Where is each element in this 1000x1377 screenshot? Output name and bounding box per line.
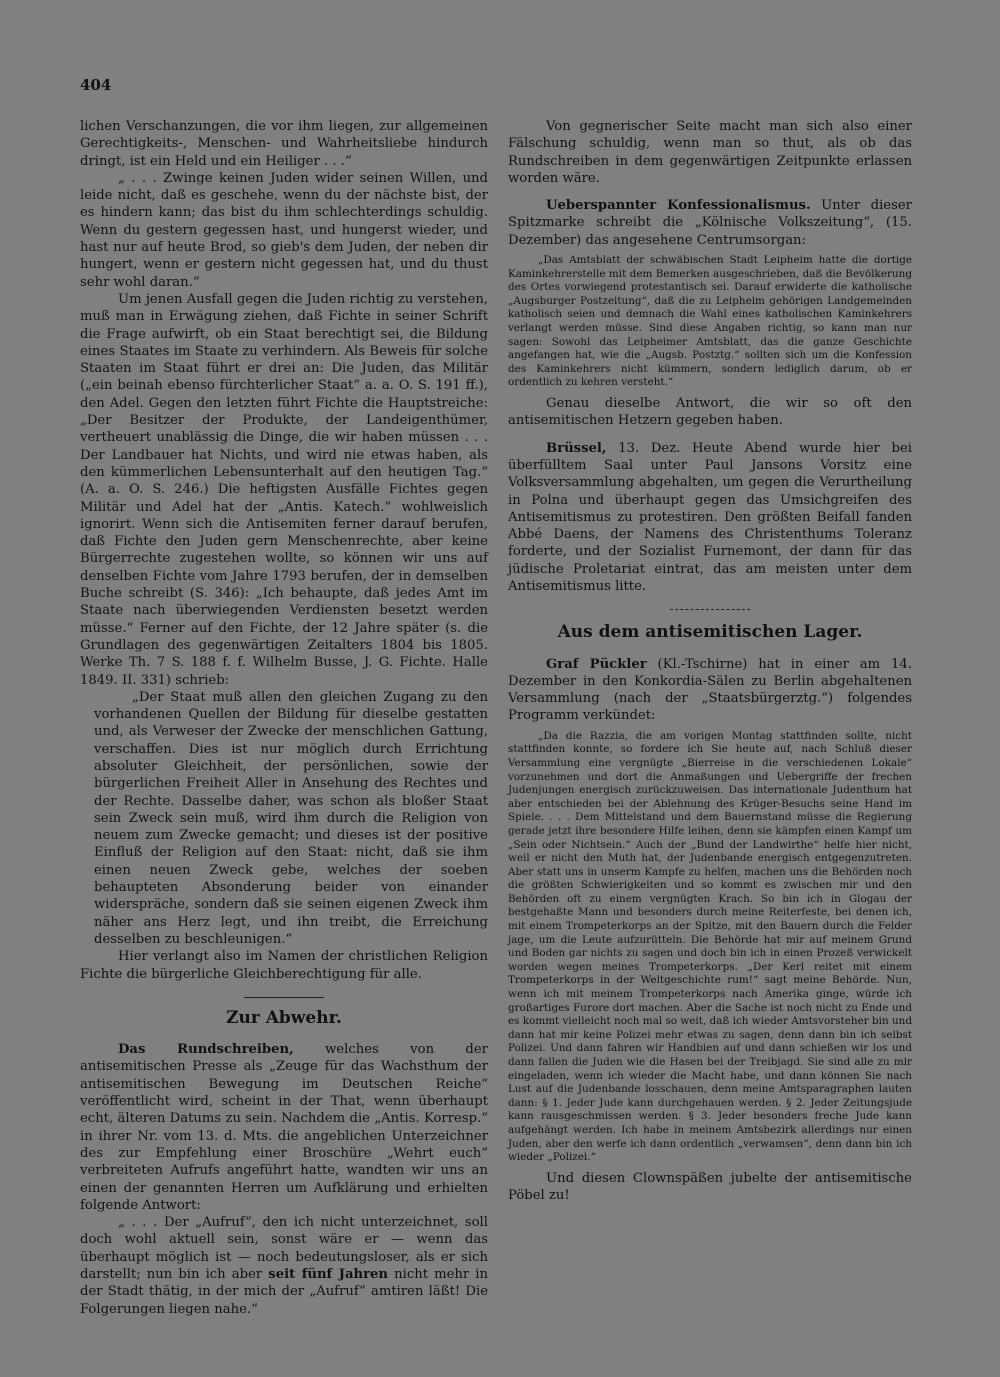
separator-rule	[670, 609, 750, 610]
small-print-quote	[508, 254, 912, 390]
quote-text: „Da die Razzia, die am vorigen Montag stattfinden sollte, nicht stattfinden konnte, so fordere ich Sie heute auf, nach Schluß dieser Versammlung eine vergnügte „Bierreise in die verschiedenen Lokale“ vorzunehmen und dort die Anmaßungen und Uebergriffe der frechen Judenjungen energisch zurückzuweisen. Das internationale Judenthum hat aber entschieden bei der Ablehnung des Krüger-Besuchs seine Hand im Spiele. . . . Dem Mittelstand und dem Bauernstand müsse die Regierung gerade jetzt ihre besondere Hilfe leihen, denn sie kämpfen einen Kampf um „Sein oder Nichtsein.“ Auch der „Bund der Landwirthe“ helfe hier nicht, weil er nicht den Muth hat, der Judenbande energisch entgegenzutreten. Aber statt uns in unserm Kampfe zu helfen, machen uns die Behörden noch die größten Schwierigkeiten und so kommt es zwischen mir und den Behörden oft zu einem vergnügten Krach. So bin ich in Glogau der bestgehaßte Mann und besonders durch meine Reiterfeste, bei denen ich, mit einem Trompeterkorps an der Spitze, mit den Bauern durch die Felder jage, um die Leute aufzurütteln. Die Behörde hat mir auf meinem Grund und Boden gar nichts zu sagen und doch bin ich in einen Prozeß verwickelt worden wegen meines Trompeterkorps. „Der Kerl reitet mit einem Trompeterkorps in der Weltgeschichte rum!“ sagt meine Behörde. Nun, wenn ich mit meinem Trompeterkorps nach Amerika ginge, würde ich großartiges Furore dort machen. Aber die Sache ist noch nicht zu Ende und es kommt vielleicht noch mal so weit, daß ich wieder Amtsvorsteher bin und dann hat mir keine Polizei mehr etwas zu sagen, denn dann bin ich selbst Polizei. Und dann fahren wir Handbien auf und dann schießen wir los und dann fallen die Juden wie die Hasen bei der Treibjagd. Sie sind alle zu mir eingeladen, wenn ich wieder die Macht habe, und dann können Sie nach Lust auf die Judenbande losschauen, denn meine Amtsparagraphen lauten dann: § 1. Jeder Jude kann durchgehauen werden. § 2. Jeder Zeitungsjude kann rausgeschmissen werden. § 3. Jeder besonders freche Jude kann aufgehängt werden. Ich habe in meinem Amtsbezirk allerdings nur einen Juden, aber den werfe ich dann ordentlich „verwamsen“, denn dann bin ich wieder „Polizei.“	[508, 729, 912, 1164]
page-number: 404	[80, 76, 112, 94]
paragraph-text: 13. Dez. Heute Abend wurde hier bei überfülltem Saal unter Paul Jansons Vorsitz eine Volksversammlung abgehalten, um gegen die Verurtheilung in Polna und überhaupt gegen das Umsichgreifen des Antisemitismus zu protestiren. Den größten Beifall fanden Abbé Daens, der Namens des Christenthums Toleranz forderte, und der Sozialist Furnemont, der dann für das jüdische Proletariat eintrat, das am meisten unter dem Antisemitismus litte.	[508, 440, 912, 594]
paragraph	[508, 656, 912, 725]
lead-heading: Brüssel,	[546, 440, 607, 456]
separator-rule	[244, 997, 324, 998]
emphasis-text: seit fünf Jahren	[268, 1267, 389, 1282]
small-print-quote	[508, 730, 912, 1165]
section-title: Aus dem antisemitischen Lager.	[557, 622, 863, 643]
paragraph: Genau dieselbe Antwort, die wir so oft den antisemitischen Hetzern gegeben haben.	[508, 396, 912, 429]
paragraph	[508, 440, 912, 596]
left-column	[80, 118, 488, 1318]
paragraph: lichen Verschanzungen, die vor ihm liegen, zur allgemeinen Gerechtigkeits-, Menschen- und Wahrheitsliebe hindurch dringt, ist ein Held und ein Heiliger . . .“	[80, 119, 488, 169]
lead-heading: Ueberspannter Konfessionalismus.	[546, 198, 811, 214]
paragraph-text: welches von der antisemitischen Presse als „Zeuge für das Wachsthum der antisemitischen Bewegung im Deutschen Reiche“ veröffentlicht wird, scheint in der That, wenn überhaupt echt, älteren Datums zu sein. Nachdem die „Antis. Korresp.“ in ihrer Nr. vom 13. d. Mts. die angeblichen Unterzeichner des zur Empfehlung einer Broschüre „Wehrt euch“ verbreiteten Aufrufs angeführt hatte, wandten wir uns an einen der genannten Herren um Aufklärung und erhielten folgende Antwort:	[80, 1042, 488, 1213]
paragraph-text: Unter dieser Spitzmarke schreibt die „Kölnische Volkszeitung“, (15. Dezember) das angesehene Centrumsorgan:	[508, 198, 912, 248]
paragraph-text: nicht mehr in der Stadt thätig, in der mich der „Aufruf“ amtiren läßt! Die Folgerungen liegen nahe.“	[80, 1267, 489, 1317]
lead-heading: Graf Pückler	[546, 656, 647, 672]
paragraph	[80, 1041, 488, 1214]
right-column	[508, 118, 912, 1204]
quote-paragraph: „ . . . Zwinge keinen Juden wider seinen Willen, und leide nicht, daß es geschehe, wenn du der nächste bist, der es hindern kann; das bist du ihm schlechterdings schuldig. Wenn du gestern gegessen hast, und hungerst wieder, und hast nur auf heute Brod, so gieb's dem Juden, der neben dir hungert, wenn er gestern nicht gegessen hat, und du thust sehr wohl daran.“	[80, 170, 488, 290]
lead-heading: Das Rundschreiben,	[118, 1042, 294, 1058]
quote-paragraph	[80, 1214, 488, 1318]
paragraph: Von gegnerischer Seite macht man sich also einer Fälschung schuldig, wenn man so thut, als ob das Rundschreiben in dem gegenwärtigen Zeitpunkte erlassen worden wäre.	[508, 119, 912, 186]
section-title: Zur Abwehr.	[226, 1007, 342, 1028]
paragraph: Hier verlangt also im Namen der christlichen Religion Fichte die bürgerliche Gleichberechtigung für alle.	[80, 949, 488, 982]
paragraph: Und diesen Clownspäßen jubelte der antisemitische Pöbel zu!	[508, 1170, 912, 1204]
paragraph	[508, 197, 912, 249]
paragraph-text: „ . . . Der „Aufruf“, den ich nicht unterzeichnet, soll doch wohl aktuell sein, sonst wäre er — wenn das überhaupt möglich ist — noch bedeutungsloser, als er sich darstellt; nun bin ich aber	[80, 1215, 488, 1282]
paragraph-text: (Kl.-Tschirne) hat in einer am 14. Dezember in den Konkordia-Sälen zu Berlin abgehaltenen Versammlung (nach der „Staatsbürgerztg.“) folgendes Programm verkündet:	[508, 656, 912, 724]
quote-text: „Das Amtsblatt der schwäbischen Stadt Leipheim hatte die dortige Kaminkehrerstelle mit dem Bemerken ausgeschrieben, daß die Bevölkerung des Ortes vorwiegend protestantisch sei. Darauf erwiderte die katholische „Augsburger Postzeitung“, daß die zu Leipheim gehörigen Landgemeinden katholisch seien und demnach die Wahl eines katholischen Kaminkehrers verlangt werden müsse. Sind diese Angaben richtig, so kann man nur sagen: Sowohl das Leipheimer Amtsblatt, das die ganze Geschichte angefangen hat, wie die „Augsb. Postztg.“ sollten sich um die Konfession des Kaminkehrers nicht kümmern, sondern lediglich darum, ob er ordentlich zu kehren versteht.“	[508, 254, 912, 389]
quote-paragraph: „Der Staat muß allen den gleichen Zugang zu den vorhandenen Quellen der Bildung für dieselbe gestatten und, als Verweser der Zwecke der menschlichen Gattung, verschaffen. Dies ist nur möglich durch Errichtung absoluter Gleichheit, der persönlichen, sowie der bürgerlichen Freiheit Aller in Ansehung des Rechtes und der Rechte. Dasselbe daher, was schon als bloßer Staat sein Zweck sein muß, wird ihm durch die Religion von neuem zum Zwecke gemacht; und dieses ist der positive Einfluß der Religion auf den Staat: nicht, daß sie ihm einen neuen Zweck gebe, welches der soeben behaupteten Absonderung beider von einander widerspräche, sondern daß sie seinen eigenen Zweck ihm näher ans Herz legt, und ihn treibt, die Erreichung desselben zu beschleunigen.“	[94, 689, 488, 947]
paragraph: Um jenen Ausfall gegen die Juden richtig zu verstehen, muß man in Erwägung ziehen, daß Fichte in seiner Schrift die Frage aufwirft, ob ein Staat berechtigt sei, die Bildung eines Staates im Staate zu verhindern. Als Beweis für solche Staaten im Staat führt er drei an: Die Juden, das Militär („ein beinah ebenso fürchterlicher Staat“ a. a. O. S. 191 ff.), den Adel. Gegen den letzten führt Fichte die Hauptstreiche: „Der Besitzer der Produkte, der Landeigenthümer, vertheuert unablässig die Dinge, die wir haben müssen . . . Der Landbauer hat Nichts, und wird nie etwas haben, als den kümmerlichen Lebensunterhalt auf den heutigen Tag.“ (A. a. O. S. 246.) Die heftigsten Ausfälle Fichtes gegen Militär und Adel hat der „Antis. Katech.“ wohlweislich ignorirt. Wenn sich die Antisemiten ferner darauf berufen, daß Fichte den Juden gern Menschenrechte, aber keine Bürgerrechte zugestehen wollte, so können wir uns auf denselben Fichte vom Jahre 1793 berufen, der in demselben Buche schreibt (S. 346): „Ich behaupte, daß jedes Amt im Staate nach überwiegenden Verdiensten besetzt werden müsse.“ Ferner auf den Fichte, der 12 Jahre später (s. die Grundlagen des gegenwärtigen Zeitalters 1804 bis 1805. Werke Th. 7 S. 188 f. f. Wilhelm Busse, J. G. Fichte. Halle 1849. II. 331) schrieb:	[80, 291, 488, 688]
